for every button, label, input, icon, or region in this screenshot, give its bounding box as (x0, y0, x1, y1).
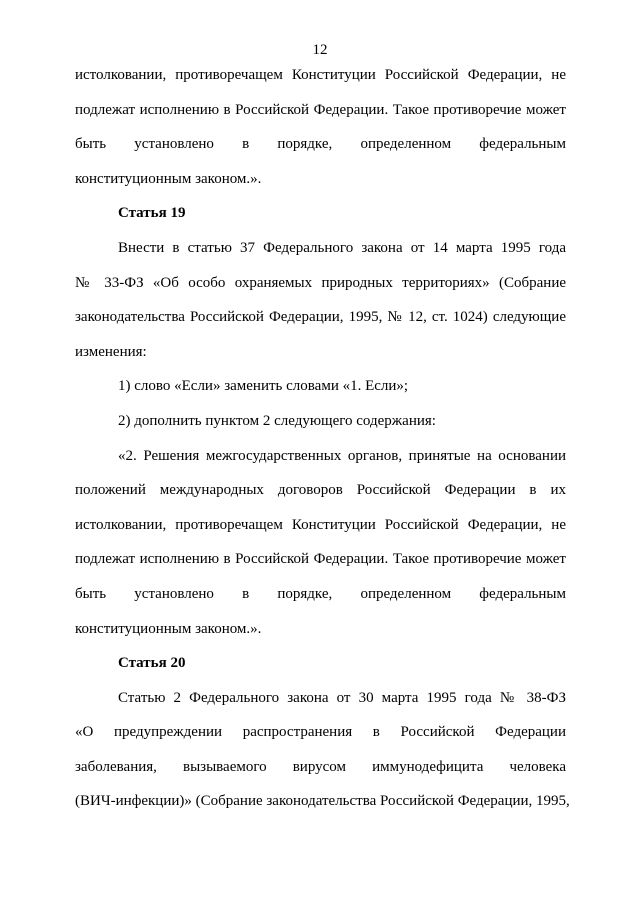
text-line: «О предупреждении распространения в Российской Федерации (75, 724, 566, 741)
text-line: положений международных договоров Российской Федерации в их (75, 482, 566, 499)
text-line: истолковании, противоречащем Конституции Российской Федерации, не (75, 67, 566, 83)
text-line: законодательства Российской Федерации, 1995, № 12, ст. 1024) следующие (75, 309, 566, 326)
text-line: истолковании, противоречащем Конституции Российской Федерации, не (75, 516, 566, 533)
text-line: 1) слово «Если» заменить словами «1. Если»; (118, 378, 409, 395)
article-heading: Статья 19 (118, 205, 186, 222)
text-line: быть установлено в порядке, определенном федеральным (75, 136, 566, 153)
text-line: «2. Решения межгосударственных органов, принятые на основании (118, 447, 566, 464)
text-line: (ВИЧ-инфекции)» (Собрание законодательства Российской Федерации, 1995, (75, 793, 570, 810)
text-line: заболевания, вызываемого вирусом иммунодефицита человека (75, 758, 566, 775)
text-line: Статью 2 Федерального закона от 30 марта 1995 года № 38-ФЗ (118, 689, 566, 706)
text-line: конституционным законом.». (75, 620, 262, 637)
document-body (75, 58, 570, 819)
text-line: подлежат исполнению в Российской Федерации. Такое противоречие может (75, 551, 566, 568)
page-number: 12 (312, 42, 328, 58)
text-line: изменения: (75, 343, 147, 360)
text-line: быть установлено в порядке, определенном федеральным (75, 585, 566, 602)
text-line: Внести в статью 37 Федерального закона от 14 марта 1995 года (118, 239, 566, 256)
text-line: № 33-ФЗ «Об особо охраняемых природных территориях» (Собрание (75, 274, 566, 291)
text-line: подлежат исполнению в Российской Федерации. Такое противоречие может (75, 101, 566, 118)
text-line: 2) дополнить пунктом 2 следующего содержания: (118, 412, 436, 429)
article-heading: Статья 20 (118, 655, 186, 672)
text-line: конституционным законом.». (75, 170, 262, 187)
